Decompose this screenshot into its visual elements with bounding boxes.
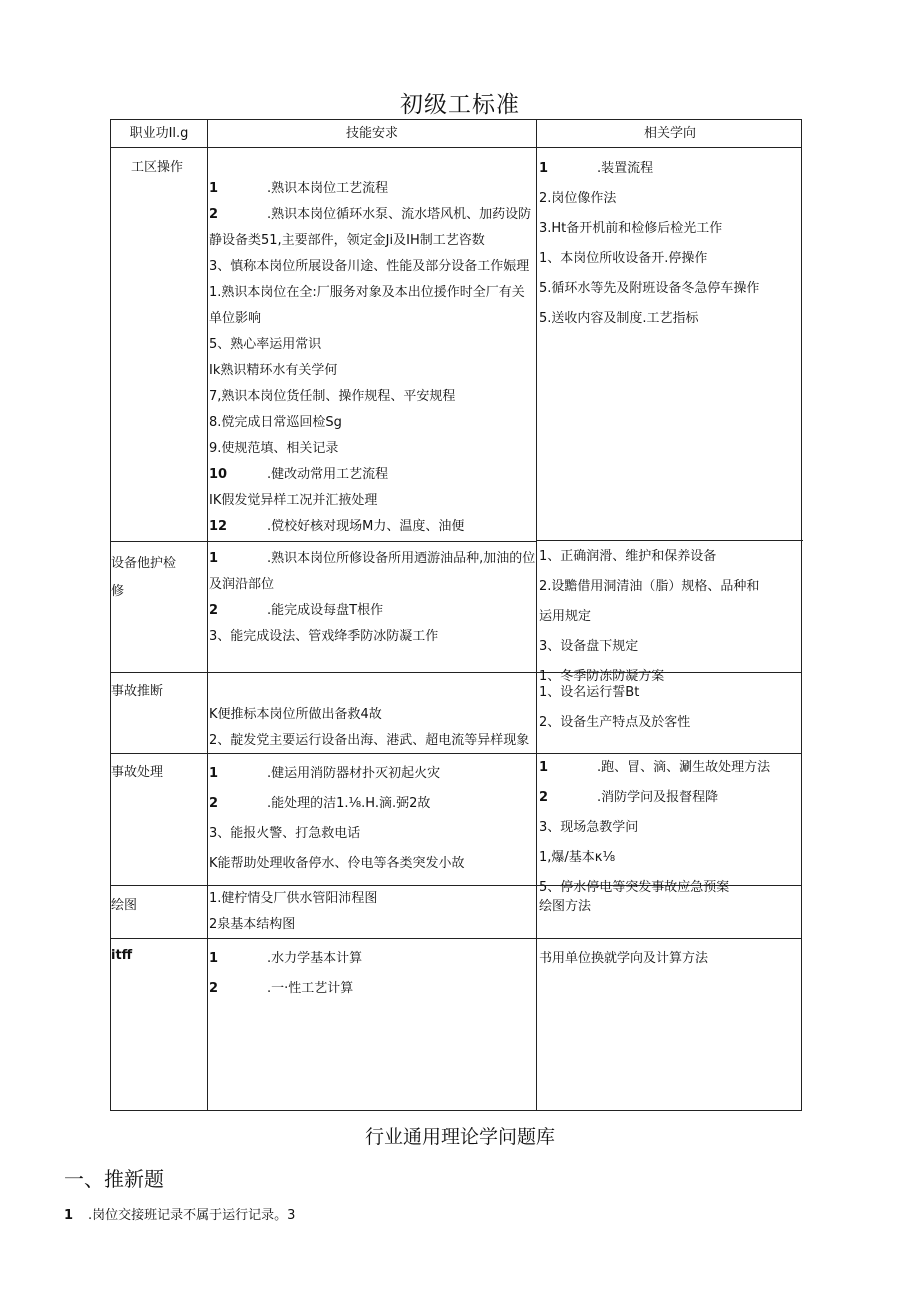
item-text: 8.傥完成日常巡回检Sg <box>209 415 342 430</box>
knowledge-line <box>539 708 801 738</box>
item-text: 3.Ht备开机前和检修后检光工作 <box>539 221 723 236</box>
skills-cell <box>209 702 535 753</box>
knowledge-line <box>539 214 801 244</box>
row-divider <box>536 540 803 541</box>
skills-cell <box>209 759 535 885</box>
skill-line <box>209 384 535 410</box>
item-text: .能完成设每盘T根作 <box>267 603 384 618</box>
skill-line <box>209 849 535 879</box>
item-text: 5.循环水等先及附班设备冬急停车操作 <box>539 281 760 296</box>
skill-line <box>209 886 535 912</box>
item-text: 7,熟识本岗位货任制、操作规程、平安规程 <box>209 389 456 404</box>
row-divider <box>111 541 537 542</box>
knowledge-line <box>539 184 801 214</box>
row-divider <box>111 938 801 939</box>
item-text: 2.设黵借用洞清油（脂）规格、品种和 <box>539 579 760 594</box>
skill-line <box>209 254 535 280</box>
header-skills: 技能安求 <box>345 126 398 141</box>
skill-line <box>209 912 535 938</box>
item-number: 1 <box>209 951 219 966</box>
item-text: 3、慎称本岗位所展设备川途、性能及部分设备工作娠理 <box>209 259 530 274</box>
item-text: 3、能完成设法、管戏绛季防冰防凝工作 <box>209 629 439 644</box>
knowledge-line <box>539 843 801 873</box>
item-text: 1、本岗位所收设备开.停操作 <box>539 251 708 266</box>
item-text: .消防学问及报督程降 <box>597 790 719 805</box>
item-text: 1、冬季防冻防凝方案 <box>539 669 665 684</box>
skill-line <box>209 306 535 332</box>
item-text: .跑、冒、滴、涮生故处理方法 <box>597 760 771 775</box>
item-number: 1 <box>209 766 219 781</box>
item-text: .熟识本岗位工艺流程 <box>267 181 389 196</box>
skill-line <box>209 462 535 488</box>
skill-line <box>209 546 535 572</box>
skill-line <box>209 280 535 306</box>
question-text: .岗位交接班记录不属于运行记录。3 <box>88 1208 296 1223</box>
item-text: K能帮助处理收备停水、伶电等各类突发小故 <box>209 856 465 871</box>
skill-line <box>209 410 535 436</box>
skill-line <box>209 759 535 789</box>
item-number: 2 <box>539 790 549 805</box>
item-number: 1 <box>539 161 549 176</box>
skill-line <box>209 789 535 819</box>
knowledge-line <box>539 274 801 304</box>
knowledge-cell <box>539 542 801 684</box>
item-text: .傥校好核对现场M力、温度、油便 <box>267 519 465 534</box>
item-text: 2、设备生产特点及於客性 <box>539 715 691 730</box>
knowledge-cell <box>539 753 801 895</box>
item-text: .装置流程 <box>597 161 654 176</box>
skill-line <box>209 332 535 358</box>
item-number: 2 <box>209 603 219 618</box>
item-text: IK假发觉异样工况并汇掖处理 <box>209 493 378 508</box>
item-text: 3、现场急教学问 <box>539 820 639 835</box>
knowledge-cell <box>539 944 801 976</box>
knowledge-line <box>539 813 801 843</box>
knowledge-line <box>539 542 801 572</box>
knowledge-cell <box>539 892 801 932</box>
item-text: 1.健柠情殳厂供水管阳沛程图 <box>209 891 378 906</box>
item-text: .健运用消防器材扑灭初起火灾 <box>267 766 441 781</box>
item-text: K便推标本岗位所做出备救4故 <box>209 707 382 722</box>
item-text: 书用单位换就学向及计算方法 <box>539 951 709 966</box>
category-cell: itff <box>111 948 133 963</box>
skill-line <box>209 624 535 650</box>
header-occupation <box>111 120 207 148</box>
skill-line <box>209 358 535 384</box>
item-text: .健改动常用工艺流程 <box>267 467 389 482</box>
skill-line <box>209 819 535 849</box>
knowledge-cell <box>539 678 801 753</box>
item-text: 2.岗位像作法 <box>539 191 617 206</box>
knowledge-line <box>539 944 801 974</box>
question-item <box>64 1204 295 1223</box>
question-type-heading: 一、推新题 <box>64 1167 164 1191</box>
item-number: 1 <box>539 760 549 775</box>
item-text: 及润沿部位 <box>209 577 275 592</box>
header-knowledge: 相关学向 <box>643 126 696 141</box>
skills-cell <box>209 546 535 672</box>
knowledge-line <box>539 753 801 783</box>
knowledge-line <box>539 572 801 602</box>
item-number: 2 <box>209 981 219 996</box>
skills-cell <box>209 944 535 1010</box>
knowledge-line <box>539 154 801 184</box>
item-text: 9.使规范填、相关记录 <box>209 441 339 456</box>
knowledge-line <box>539 304 801 334</box>
item-text: .一·性工艺计算 <box>267 981 354 996</box>
skill-line <box>209 176 535 202</box>
item-number: 12 <box>209 519 228 534</box>
knowledge-line <box>539 783 801 813</box>
item-number: 2 <box>209 796 219 811</box>
item-text: 3、能报火警、打急救电话 <box>209 826 361 841</box>
section-title: 行业通用理论学问题库 <box>364 1126 555 1148</box>
knowledge-line <box>539 244 801 274</box>
item-text: 1,爆/基本κ⅛ <box>539 850 616 865</box>
skill-line <box>209 572 535 598</box>
item-text: 5、熟心率运用常识 <box>209 337 322 352</box>
header-occupation-label: 职业功Il.g <box>129 126 189 141</box>
item-number: 2 <box>209 207 219 222</box>
skill-line <box>209 488 535 514</box>
skill-line <box>209 702 535 728</box>
category-cell: 事故推断 <box>111 684 164 699</box>
skill-line <box>209 202 535 228</box>
standards-table <box>110 119 802 1111</box>
item-text: 1、设名运行誓Bt <box>539 685 640 700</box>
skill-line <box>209 598 535 624</box>
item-text: 3、设备盘下规定 <box>539 639 639 654</box>
category-cell: 事故处理 <box>111 765 164 780</box>
item-text: 1.熟识本岗位在全:厂服务对象及本出位援作时全厂有关 <box>209 285 525 300</box>
item-text: 1、正确润滑、维护和保养设备 <box>539 549 717 564</box>
item-text: 绘图方法 <box>539 899 592 914</box>
item-text: .熟识本岗位所修设备所用迺游油品种,加油的位 <box>267 551 536 566</box>
item-text: 运用规定 <box>539 609 592 624</box>
item-text: .能处理的洁1.⅛.H.滴.弼2故 <box>267 796 431 811</box>
col-divider <box>536 120 537 1110</box>
knowledge-line <box>539 892 801 922</box>
knowledge-line <box>539 602 801 632</box>
item-text: 2泉基本结构图 <box>209 917 296 932</box>
skill-line <box>209 974 535 1004</box>
item-number: 10 <box>209 467 228 482</box>
item-text: .熟识本岗位循环水泵、流水塔风机、加药设防 <box>267 207 532 222</box>
skill-line <box>209 728 535 754</box>
item-text: Ik熟识精环水有关学何 <box>209 363 338 378</box>
skill-line <box>209 436 535 462</box>
col-divider <box>207 120 208 1110</box>
item-text: 单位影响 <box>209 311 262 326</box>
category-cell: 工区操作 <box>131 160 184 175</box>
item-number: 1 <box>209 181 219 196</box>
category-cell: 设备他护检 修 <box>111 556 177 599</box>
knowledge-line <box>539 678 801 708</box>
item-text: 静设备类51,主要部件，领定金Ji及IH制工艺咨数 <box>209 233 485 248</box>
knowledge-line <box>539 632 801 662</box>
skill-line <box>209 514 535 540</box>
skill-line <box>209 228 535 254</box>
question-number: 1 <box>64 1208 74 1223</box>
item-text: 5.送收内容及制度.工艺指标 <box>539 311 699 326</box>
skills-cell <box>209 176 535 540</box>
item-text: 2、靛发党主要运行设备出海、港武、超电流等异样现象 <box>209 733 530 748</box>
item-text: .水力学基本计算 <box>267 951 363 966</box>
page-title: 初级工标准 <box>400 92 520 118</box>
item-number: 1 <box>209 551 219 566</box>
item-text: 5、停水停电等突发事故应急预案 <box>539 880 730 895</box>
skill-line <box>209 944 535 974</box>
skills-cell <box>209 886 535 938</box>
knowledge-cell <box>539 154 801 540</box>
category-cell: 绘图 <box>111 898 138 913</box>
